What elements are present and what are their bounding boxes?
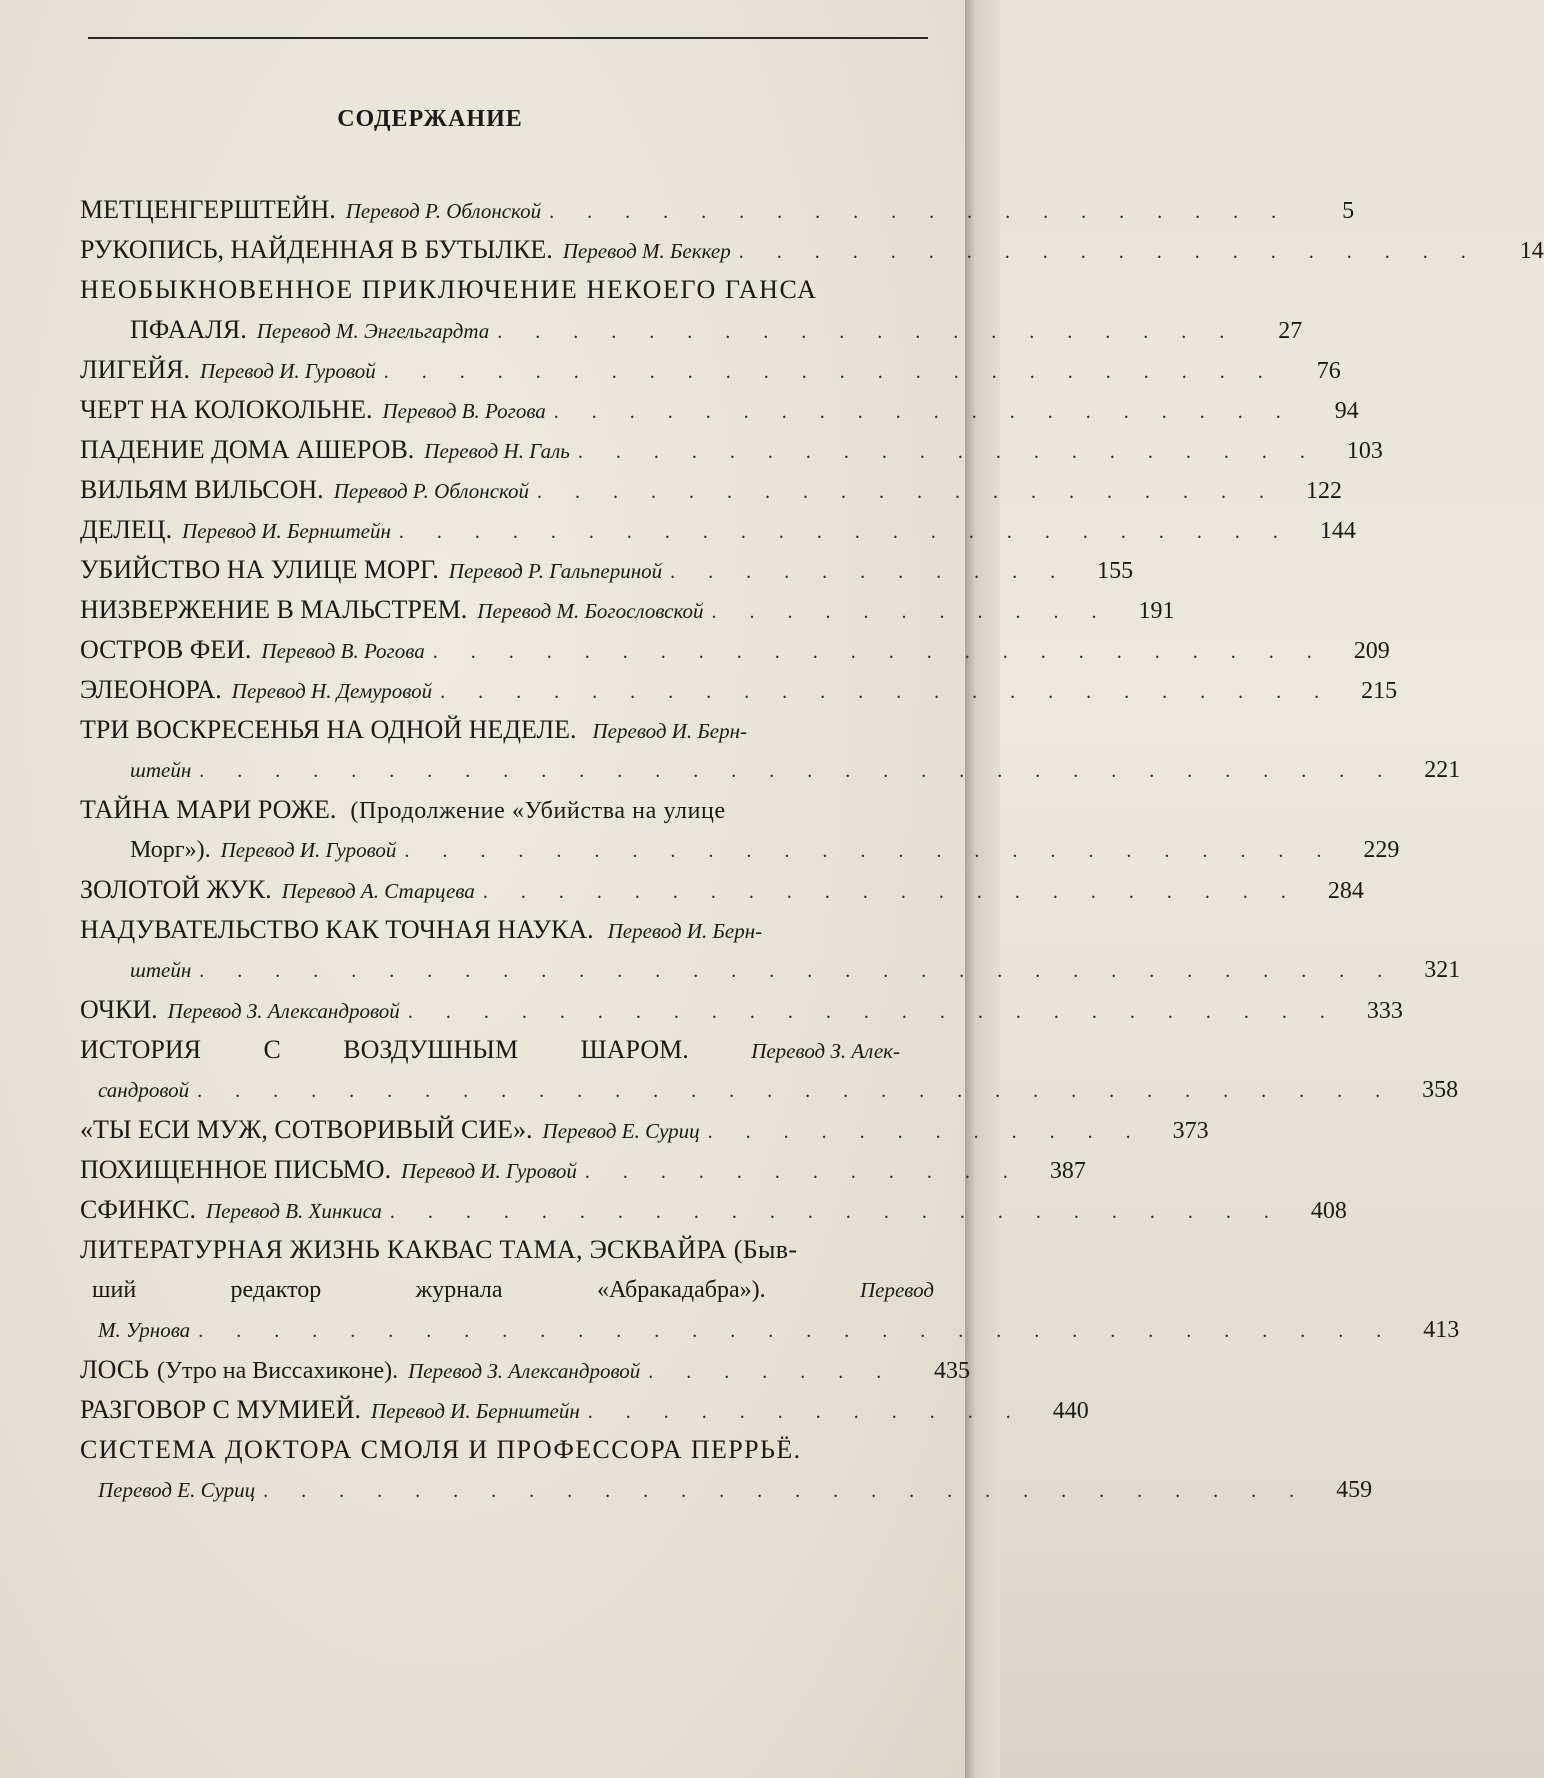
entry-title: ТРИ ВОСКРЕСЕНЬЯ НА ОДНОЙ НЕДЕЛЕ. [80, 715, 577, 744]
entry-title: ДЕЛЕЦ. [80, 515, 173, 544]
toc-entry [80, 1110, 1209, 1150]
leader-dots: . . . . . . . . . . . . . . . . . . . . . . [482, 881, 1300, 903]
entry-page: 155 [1097, 558, 1134, 584]
entry-title-word: журнала [415, 1277, 503, 1303]
entry-title: НЕОБЫКНОВЕННОЕ ПРИКЛЮЧЕНИЕ НЕКОЕГО ГАНСА [80, 275, 818, 304]
toc-entry [80, 670, 1398, 710]
entry-title-word: ший [92, 1277, 137, 1303]
entry-page: 14 [1519, 238, 1544, 264]
leader-dots: . . . . . . . . . . . [711, 601, 1111, 623]
leader-dots: . . . . . . . . . . . . . . . . . . . . . . . . . [407, 1001, 1339, 1023]
top-rule [88, 37, 928, 39]
page-title: СОДЕРЖАНИЕ [337, 106, 523, 132]
toc-entry [80, 470, 1343, 510]
entry-translator: Перевод З. Алек- [751, 1039, 900, 1063]
entry-title: РАЗГОВОР С МУМИЕЙ. [80, 1395, 361, 1424]
toc-entry [80, 710, 1461, 790]
entry-title: МЕТЦЕНГЕРШТЕЙН. [80, 195, 336, 224]
entry-page: 284 [1327, 878, 1364, 904]
entry-translator: Перевод И. Гуровой [199, 359, 376, 383]
entry-page: 215 [1361, 678, 1398, 704]
entry-page: 333 [1366, 998, 1403, 1024]
leader-dots: . . . . . . . . . . . . . . . . . . . . . . . . [440, 681, 1334, 703]
leader-dots: . . . . . . . . . . . . . . . . . . . . [553, 401, 1295, 423]
entry-page: 122 [1306, 478, 1343, 504]
entry-title-word: С [263, 1035, 281, 1064]
entry-page: 373 [1172, 1118, 1209, 1144]
entry-page: 144 [1319, 518, 1356, 544]
entry-translator: Перевод З. Александровой [408, 1359, 641, 1383]
leader-dots: . . . . . . . . . . . . . . . . . . . . . . . . [383, 361, 1277, 383]
entry-translator: Перевод В. Хинкиса [205, 1199, 382, 1223]
leader-dots: . . . . . . . . . . . . . . . . . . . . . . . . [398, 521, 1292, 543]
toc-entry [80, 1150, 1086, 1190]
leader-dots: . . . . . . . . . . . . . . . . . . . . . . . . . . . . . . . . [199, 960, 1397, 982]
toc-entry [80, 1030, 1459, 1110]
leader-dots: . . . . . . . . . . . . . . . . . . . . [537, 481, 1279, 503]
entry-translator: Перевод И. Гуровой [220, 838, 397, 862]
entry-title: ЛИГЕЙЯ. [80, 355, 190, 384]
entry-title: СИСТЕМА ДОКТОРА СМОЛЯ И ПРОФЕССОРА ПЕРРЬЁ. [80, 1435, 802, 1464]
entry-title: СФИНКС. [80, 1195, 196, 1224]
entry-page: 459 [1336, 1477, 1373, 1503]
toc-entry [80, 1350, 970, 1390]
entry-translator-cont: М. Урнова [98, 1318, 191, 1342]
entry-translator-cont: штейн [130, 758, 192, 782]
entry-title: ОЧКИ. [80, 995, 158, 1024]
entry-translator: Перевод И. Бернштейн [370, 1399, 580, 1423]
leader-dots: . . . . . . . . . . . . [584, 1161, 1022, 1183]
entry-title: ЛИТЕРАТУРНАЯ ЖИЗНЬ КАКВАС ТАМА, ЭСКВАЙРА (Быв- [80, 1235, 798, 1264]
entry-title-word: «Абракадабра»). [596, 1277, 766, 1303]
leader-dots: . . . . . . . . . . . . [707, 1121, 1145, 1143]
toc-entry [80, 630, 1390, 670]
entry-translator: Перевод Е. Суриц [98, 1478, 256, 1502]
entry-page: 76 [1316, 358, 1341, 384]
entry-translator: Перевод Р. Гальпериной [448, 559, 663, 583]
entry-translator: Перевод [859, 1278, 934, 1302]
leader-dots: . . . . . . . . . . . . . . . . . . . . [549, 201, 1291, 223]
entry-title-word: ВОЗДУШНЫМ [343, 1035, 519, 1064]
entry-page: 321 [1424, 957, 1461, 983]
entry-subtitle: (Продолжение «Убийства на улице [350, 798, 726, 824]
entry-page: 27 [1278, 318, 1303, 344]
entry-translator: Перевод Н. Галь [424, 439, 570, 463]
toc-entry [80, 790, 1400, 870]
entry-page: 229 [1363, 837, 1400, 863]
leader-dots: . . . . . . . . . . . . . . . . . . . . . . . . . . . . [263, 1480, 1309, 1502]
leader-dots: . . . . . . . . . . . . . . . . . . . . [497, 321, 1239, 343]
entry-page: 191 [1138, 598, 1175, 624]
entry-title: ЧЕРТ НА КОЛОКОЛЬНЕ. [80, 395, 373, 424]
entry-page: 408 [1310, 1198, 1347, 1224]
entry-translator: Перевод И. Берн- [592, 719, 748, 743]
toc-entry [80, 1230, 1460, 1350]
toc-entry [80, 390, 1359, 430]
entry-translator: Перевод Н. Демуровой [231, 679, 433, 703]
entry-page: 221 [1424, 757, 1461, 783]
table-of-contents [80, 190, 1544, 1510]
entry-translator: Перевод В. Рогова [261, 639, 425, 663]
entry-translator: Перевод Е. Суриц [542, 1119, 700, 1143]
leader-dots: . . . . . . . . . . . . [587, 1401, 1025, 1423]
entry-title-word: ШАРОМ. [580, 1035, 689, 1064]
entry-title: ОСТРОВ ФЕИ. [80, 635, 252, 664]
entry-title: НИЗВЕРЖЕНИЕ В МАЛЬСТРЕМ. [80, 595, 468, 624]
leader-dots: . . . . . . . . . . . . . . . . . . . . . . . . . . . . . . . . [199, 760, 1397, 782]
toc-entry [80, 1430, 1373, 1510]
entry-translator: Перевод И. Берн- [607, 919, 763, 943]
toc-entry [80, 230, 1544, 270]
leader-dots: . . . . . . . . . . . . . . . . . . . . . . . . . . . . . . . . [198, 1320, 1396, 1342]
toc-entry [80, 190, 1355, 230]
entry-translator: Перевод И. Бернштейн [182, 519, 391, 543]
entry-page: 440 [1052, 1398, 1089, 1424]
toc-entry [80, 550, 1134, 590]
entry-title: ЭЛЕОНОРА. [80, 675, 222, 704]
entry-page: 358 [1422, 1077, 1459, 1103]
entry-translator: Перевод А. Старцева [281, 879, 475, 903]
entry-page: 413 [1423, 1317, 1460, 1343]
entry-translator-cont: штейн [130, 958, 192, 982]
leader-dots: . . . . . . . . . . . . . . . . . . . . . . . . . . . . . . . . [197, 1080, 1395, 1102]
entry-page: 5 [1342, 198, 1355, 224]
leader-dots: . . . . . . . . . . . . . . . . . . . . [577, 441, 1319, 463]
toc-entry [80, 590, 1175, 630]
toc-entry [80, 990, 1403, 1030]
entry-title: ВИЛЬЯМ ВИЛЬСОН. [80, 475, 324, 504]
toc-entry [80, 870, 1364, 910]
entry-title: ТАЙНА МАРИ РОЖЕ. [80, 795, 337, 824]
toc-entry [80, 430, 1383, 470]
entry-title-word: ИСТОРИЯ [80, 1035, 202, 1064]
leader-dots: . . . . . . . . . . . . . . . . . . . . . . . . [389, 1201, 1283, 1223]
entry-translator: Перевод В. Рогова [382, 399, 546, 423]
leader-dots: . . . . . . . . . . . . . . . . . . . . . . . . . [404, 840, 1336, 862]
entry-title: «ТЫ ЕСИ МУЖ, СОТВОРИВЫЙ СИЕ». [80, 1115, 533, 1144]
leader-dots: . . . . . . . [648, 1361, 896, 1383]
entry-title-word: редактор [230, 1277, 322, 1303]
entry-translator: Перевод Р. Облонской [345, 199, 542, 223]
toc-entry [80, 350, 1341, 390]
entry-title: ПАДЕНИЕ ДОМА АШЕРОВ. [80, 435, 415, 464]
entry-title: ПОХИЩЕННОЕ ПИСЬМО. [80, 1155, 392, 1184]
toc-entry [80, 1190, 1347, 1230]
toc-entry [80, 510, 1356, 550]
entry-title: НАДУВАТЕЛЬСТВО КАК ТОЧНАЯ НАУКА. [80, 915, 594, 944]
entry-page: 435 [934, 1358, 970, 1384]
entry-translator-cont: сандровой [98, 1078, 190, 1102]
leader-dots: . . . . . . . . . . . [670, 561, 1070, 583]
leader-dots: . . . . . . . . . . . . . . . . . . . . . . . . [432, 641, 1326, 663]
entry-title-cont: ПФААЛЯ. [130, 315, 247, 344]
entry-title: ЗОЛОТОЙ ЖУК. [80, 875, 272, 904]
entry-translator: Перевод М. Беккер [562, 239, 731, 263]
entry-subtitle-cont: Морг»). [130, 837, 211, 863]
entry-translator: Перевод И. Гуровой [401, 1159, 577, 1183]
leader-dots: . . . . . . . . . . . . . . . . . . . . [738, 241, 1480, 263]
entry-title: УБИЙСТВО НА УЛИЦЕ МОРГ. [80, 555, 439, 584]
toc-entry [80, 1390, 1089, 1430]
entry-title: РУКОПИСЬ, НАЙДЕННАЯ В БУТЫЛКЕ. [80, 235, 553, 264]
entry-page: 103 [1346, 438, 1383, 464]
entry-translator: Перевод М. Энгельгардта [256, 319, 490, 343]
entry-title: ЛОСЬ [80, 1355, 149, 1384]
toc-entry [80, 270, 1303, 350]
entry-translator: Перевод Р. Облонской [333, 479, 530, 503]
entry-translator: Перевод М. Богословской [477, 599, 704, 623]
entry-translator: Перевод З. Александровой [167, 999, 400, 1023]
toc-entry [80, 910, 1461, 990]
entry-page: 387 [1049, 1158, 1086, 1184]
entry-page: 209 [1353, 638, 1390, 664]
entry-page: 94 [1334, 398, 1359, 424]
entry-subtitle: (Утро на Виссахиконе). [157, 1358, 399, 1384]
